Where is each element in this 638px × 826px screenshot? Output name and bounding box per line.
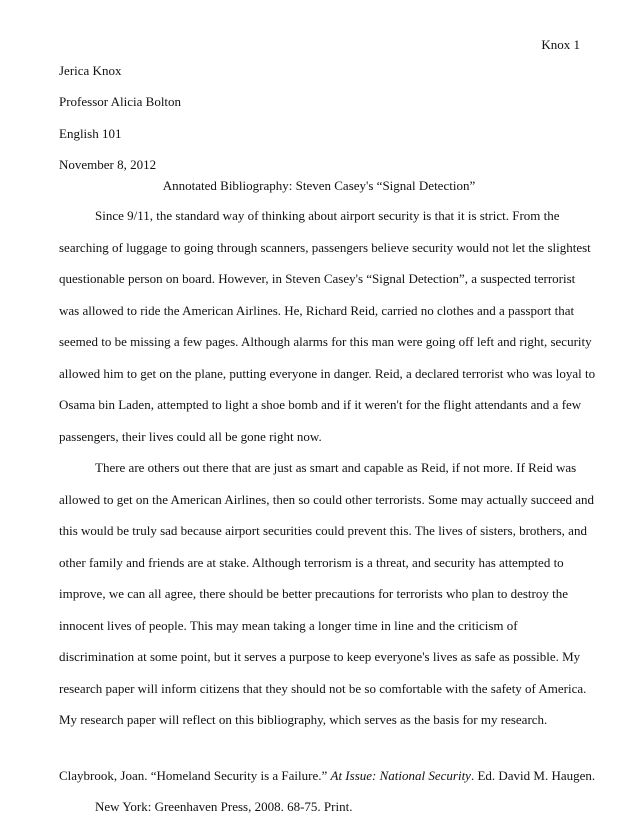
paragraph-1-line-8: passengers, their lives could all be gone right now.: [59, 429, 322, 444]
paragraph-2-line-6: innocent lives of people. This may mean taking a longer time in line and the criticism of: [59, 618, 518, 633]
citation-author-title: Claybrook, Joan. “Homeland Security is a Failure.”: [59, 768, 331, 783]
running-head: Knox 1: [541, 37, 580, 52]
document-date: November 8, 2012: [59, 157, 157, 172]
paragraph-1-line-2: searching of luggage to going through scanners, passengers believe security would not let the slightest: [59, 240, 591, 255]
paragraph-1-line-4: was allowed to ride the American Airlines. He, Richard Reid, carried no clothes and a passport that: [59, 303, 575, 318]
paragraph-2-line-2: allowed to get on the American Airlines, then so could other terrorists. Some may actually succeed and: [59, 492, 595, 507]
paragraph-2-line-1: There are others out there that are just as smart and capable as Reid, if not more. If Reid was: [95, 460, 577, 475]
paragraph-1-line-7: Osama bin Laden, attempted to light a shoe bomb and if it weren't for the flight attendants and a few: [59, 397, 582, 412]
document-title: Annotated Bibliography: Steven Casey's “Signal Detection”: [162, 178, 476, 193]
citation-line-1: [59, 768, 595, 784]
paragraph-1-line-1: Since 9/11, the standard way of thinking about airport security is that it is strict. From the: [95, 208, 560, 223]
paragraph-2-line-7: discrimination at some point, but it serves a purpose to keep everyone's lives as safe as possible. My: [59, 649, 581, 664]
paragraph-1-line-6: allowed him to get on the plane, putting everyone in danger. Reid, a declared terrorist who was loyal to: [59, 366, 596, 381]
paragraph-1-line-3: questionable person on board. However, in Steven Casey's “Signal Detection”, a suspected terrorist: [59, 271, 576, 286]
citation-editor: . Ed. David M. Haugen.: [470, 768, 596, 783]
paragraph-2-line-5: improve, we can all agree, there should be better precautions for terrorists who plan to destroy the: [59, 586, 568, 601]
course-name: English 101: [59, 126, 122, 141]
author-name: Jerica Knox: [59, 63, 122, 78]
citation-line-2: New York: Greenhaven Press, 2008. 68-75. Print.: [95, 799, 353, 814]
paragraph-2-line-9: My research paper will reflect on this bibliography, which serves as the basis for my research.: [59, 712, 548, 727]
paragraph-1-line-5: seemed to be missing a few pages. Although alarms for this man were going off left and right, security: [59, 334, 592, 349]
paragraph-2-line-8: research paper will inform citizens that they should not be so comfortable with the safety of America.: [59, 681, 587, 696]
professor-name: Professor Alicia Bolton: [59, 94, 182, 109]
citation-book-title: At Issue: National Security: [330, 768, 471, 783]
paragraph-2-line-4: other family and friends are at stake. Although terrorism is a threat, and security has attempted to: [59, 555, 564, 570]
paragraph-2-line-3: this would be truly sad because airport securities could prevent this. The lives of sisters, brothers, and: [59, 523, 587, 538]
